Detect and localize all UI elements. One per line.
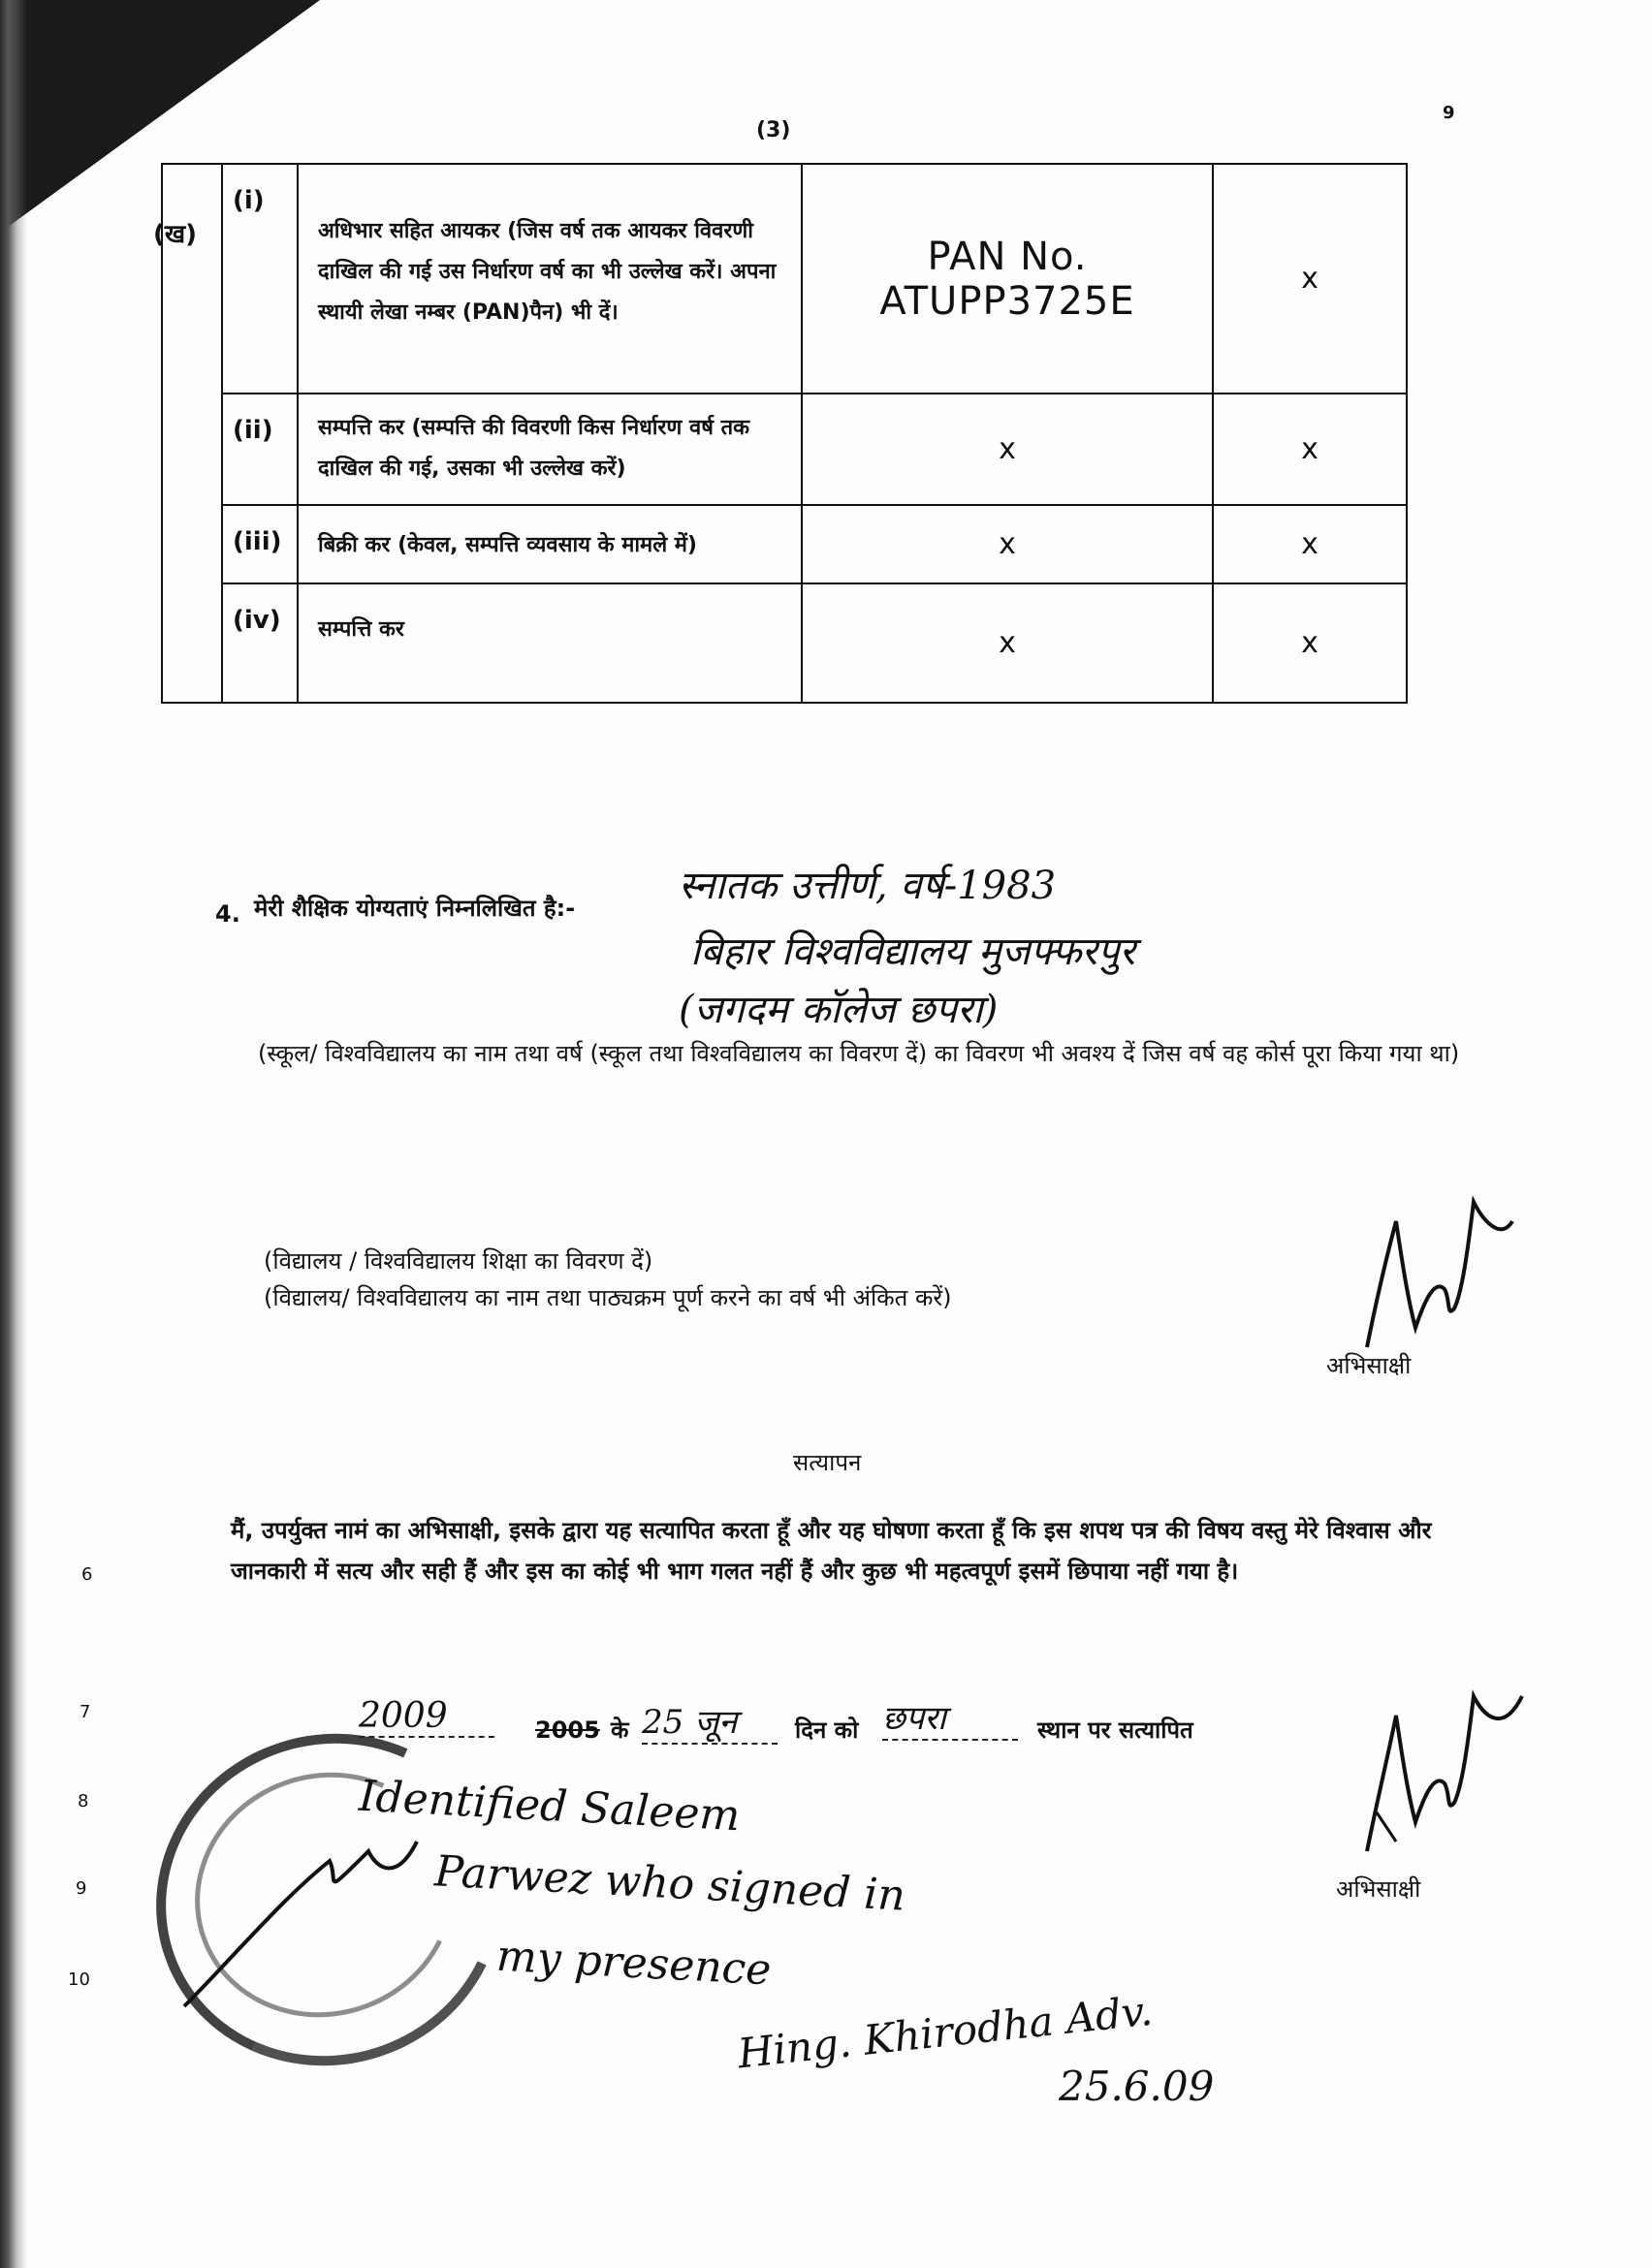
handwritten-degree: स्नातक उत्तीर्ण, वर्ष-1983 (679, 864, 1057, 908)
deponent-signature (1338, 1192, 1522, 1357)
education-label: मेरी शैक्षिक योग्यताएं निम्नलिखित है:- (254, 895, 576, 922)
attestation-line: Parwez who signed in (432, 1846, 907, 1921)
education-note: (स्कूल/ विश्वविद्यालय का नाम तथा वर्ष (स्कूल तथा विश्वविद्यालय का विवरण दें) का विवरण भी अवश्य दें जिस वर्ष वह कोर्स पूरा किया गया था) (258, 1040, 1460, 1067)
pan-number: PAN No. ATUPP3725E (802, 164, 1213, 394)
attestation-line: Hing. Khirodha Adv. (735, 1986, 1155, 2078)
margin-number: 10 (68, 1969, 90, 1990)
row-description: सम्पत्ति कर (298, 583, 802, 703)
corner-number: 9 (1443, 103, 1455, 123)
table-row (162, 583, 1407, 703)
tax-table (161, 163, 1408, 704)
attestation-line: Identified Saleem (357, 1771, 742, 1842)
margin-number: 9 (76, 1878, 87, 1899)
cross-mark: x (1213, 505, 1407, 584)
handwritten-university: बिहार विश्वविद्यालय मुजफ्फरपुर (690, 929, 1135, 974)
row-description: सम्पत्ति कर (सम्पत्ति की विवरणी किस निर्धारण वर्ष तक दाखिल की गई, उसका भी उल्लेख करें) (298, 394, 802, 504)
margin-number: 6 (81, 1564, 93, 1585)
handwritten-college: (जगदम कॉलेज छपरा) (679, 988, 999, 1032)
row-description: अधिभार सहित आयकर (जिस वर्ष तक आयकर विवरणी दाखिल की गई उस निर्धारण वर्ष का भी उल्लेख करें। अपना स्थायी लेखा नम्बर (PAN)पैन) भी दें। (298, 164, 802, 394)
cross-mark: x (802, 583, 1213, 703)
row-number: (ii) (222, 394, 298, 504)
row-number: (i) (222, 164, 298, 394)
education-note: (विद्यालय/ विश्वविद्यालय का नाम तथा पाठ्यक्रम पूर्ण करने का वर्ष भी अंकित करें) (264, 1284, 952, 1311)
row-description: बिक्री कर (केवल, सम्पत्ति व्यवसाय के मामले में) (298, 505, 802, 584)
deponent-label: अभिसाक्षी (1326, 1352, 1412, 1379)
verification-title: सत्यापन (793, 1449, 862, 1476)
item-number: 4. (215, 900, 240, 928)
scan-shadow-edge (0, 0, 27, 2268)
table-row (162, 394, 1407, 504)
row-number: (iii) (222, 505, 298, 584)
row-number: (iv) (222, 583, 298, 703)
section-label: (ख) (153, 220, 198, 249)
margin-number: 7 (79, 1702, 91, 1722)
attestation-date: 25.6.09 (1059, 2063, 1215, 2110)
attestation-line: my presence (494, 1931, 773, 1996)
table-row (162, 164, 1407, 394)
printed-year: 2005 (535, 1717, 600, 1744)
deponent-signature (1338, 1677, 1532, 1861)
label-sthan: स्थान पर सत्यापित (1037, 1717, 1193, 1744)
cross-mark: x (802, 394, 1213, 504)
margin-number: 8 (78, 1791, 89, 1811)
handwritten-year: 2009 (359, 1696, 494, 1738)
label-ke: के (611, 1717, 629, 1744)
cross-mark: x (802, 505, 1213, 584)
cross-mark: x (1213, 394, 1407, 504)
cross-mark: x (1213, 583, 1407, 703)
label-din-ko: दिन को (795, 1717, 859, 1744)
verification-date-line (271, 1696, 1260, 1756)
table-row (162, 505, 1407, 584)
handwritten-place: छपरा (882, 1694, 1018, 1741)
attestation-signature (175, 1822, 427, 2016)
verification-body: मैं, उपर्युक्त नामं का अभिसाक्षी, इसके द्वारा यह सत्यापित करता हूँ और यह घोषणा करता हूँ कि इस शपथ पत्र की विषय वस्तु मेरे विश्वास और जानकारी में सत्य और सही हैं और इस का कोई भी भाग गलत नहीं हैं और कुछ भी महत्वपूर्ण इसमें छिपाया नहीं गया है। (231, 1517, 1432, 1585)
education-note: (विद्यालय / विश्वविद्यालय शिक्षा का विवरण दें) (264, 1247, 653, 1275)
cross-mark: x (1213, 164, 1407, 394)
left-blank-cell (162, 164, 222, 703)
page-number: (3) (756, 118, 791, 142)
deponent-label: अभिसाक्षी (1336, 1875, 1421, 1903)
handwritten-date: 25 जून (642, 1698, 778, 1745)
